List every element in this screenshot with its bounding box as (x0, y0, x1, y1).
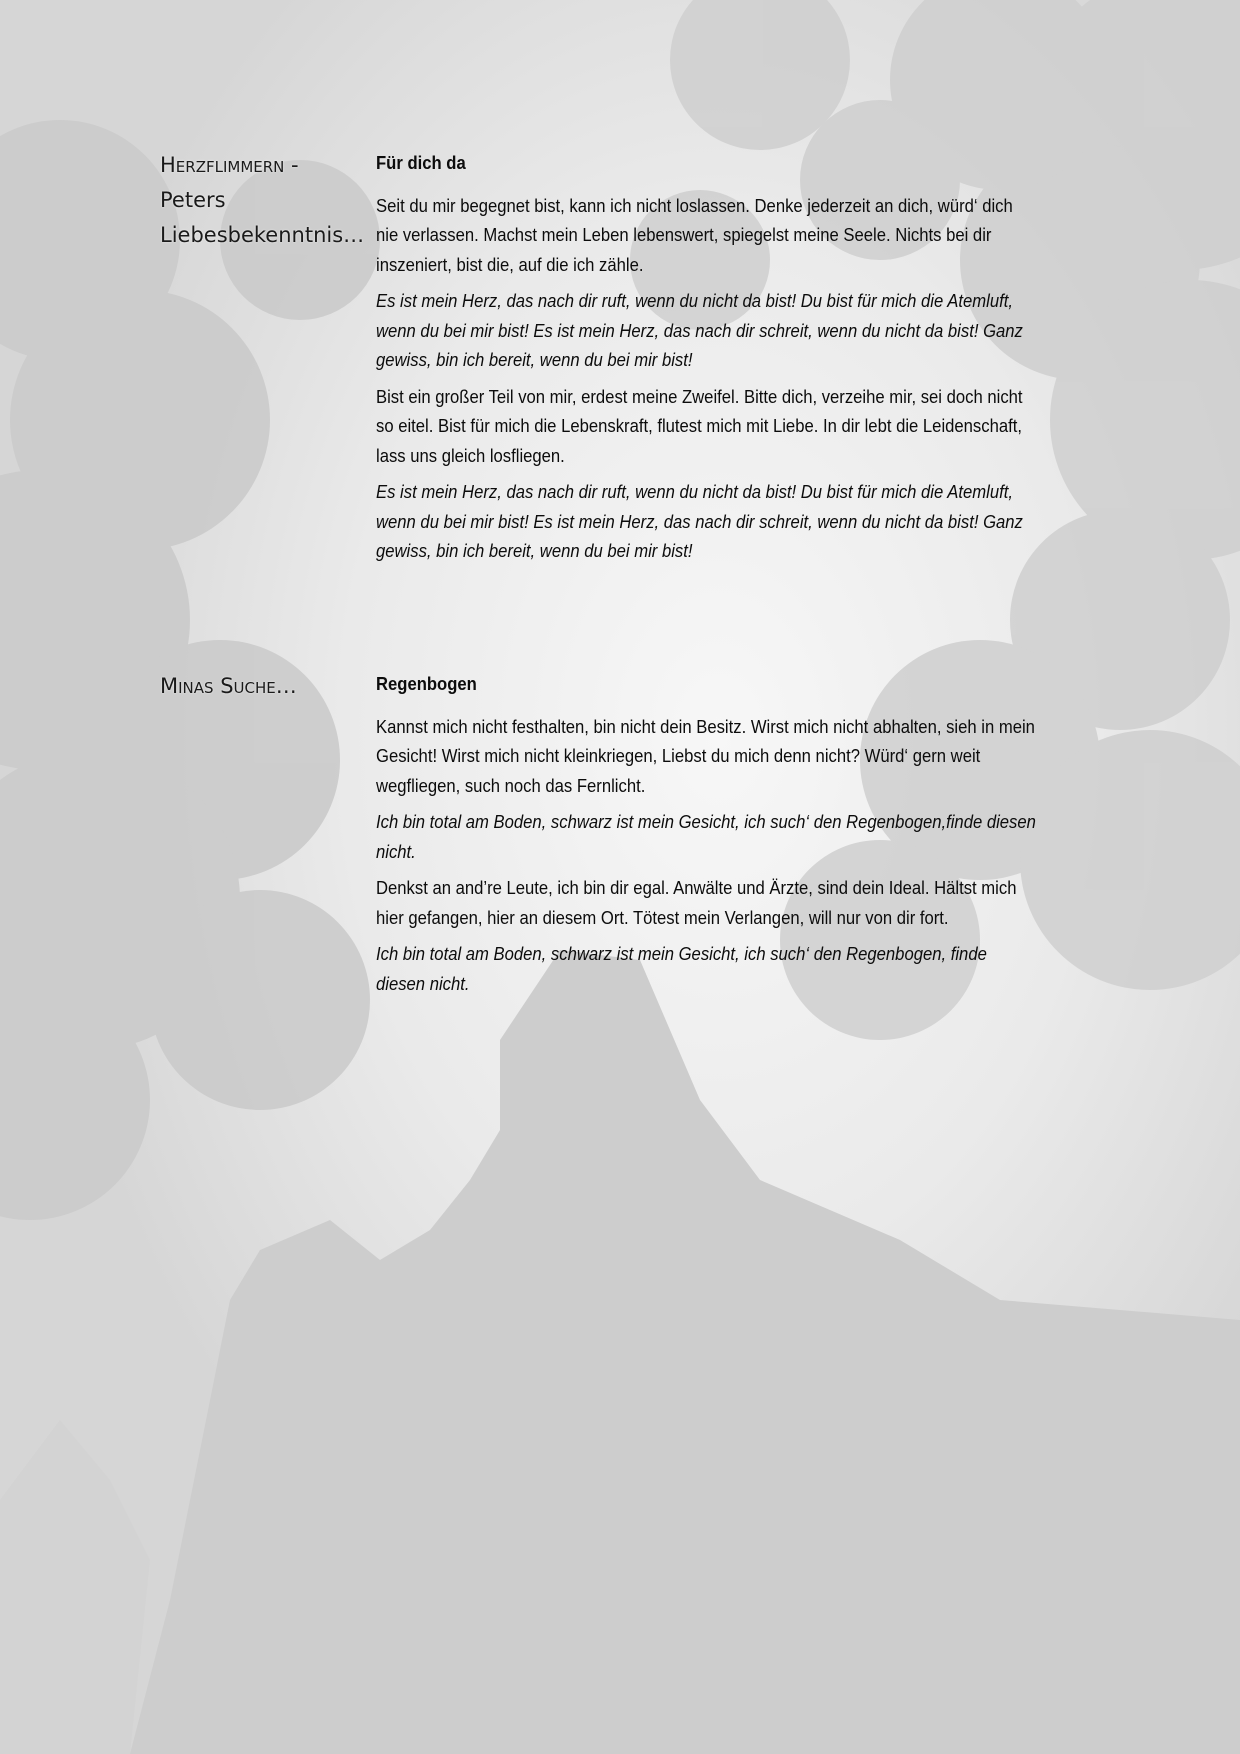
section-heading (160, 669, 360, 704)
verse-paragraph: Kannst mich nicht festhalten, bin nicht dein Besitz. Wirst mich nicht abhalten, sieh in mein Gesicht! Wirst mich nicht kleinkriegen, Liebst du mich denn nicht? Würd‘ gern weit wegfliegen, such noch das Fernlicht. (376, 715, 1035, 796)
song-lyrics (376, 669, 1039, 1005)
verse-paragraph: Seit du mir begegnet bist, kann ich nicht loslassen. Denke jederzeit an dich, würd‘ dich nie verlassen. Machst mein Leben lebenswert, spiegelst meine Seele. Nichts bei dir inszeniert, bist die, auf die ich zähle. (376, 194, 1013, 275)
section-heading-line: Liebesbekenntnis… (160, 223, 365, 247)
verse-paragraph: Bist ein großer Teil von mir, erdest meine Zweifel. Bitte dich, verzeihe mir, sei doch nicht so eitel. Bist für mich die Lebenskraft, flutest mich mit Liebe. In dir lebt die Leidenschaft, lass uns gleich losfliegen. (376, 385, 1023, 466)
song-title: Regenbogen (376, 673, 477, 694)
chorus-paragraph: Es ist mein Herz, das nach dir ruft, wenn du nicht da bist! Du bist für mich die Atemluft, wenn du bei mir bist! Es ist mein Herz, das nach dir schreit, wenn du nicht da bist! Ganz gewiss, bin ich bereit, wenn du bei mir bist! (376, 481, 1023, 561)
section-heading (160, 148, 365, 253)
chorus-paragraph: Ich bin total am Boden, schwarz ist mein Gesicht, ich such‘ den Regenbogen, finde diesen nicht. (376, 943, 987, 994)
chorus-paragraph: Es ist mein Herz, das nach dir ruft, wenn du nicht da bist! Du bist für mich die Atemluft, wenn du bei mir bist! Es ist mein Herz, das nach dir schreit, wenn du nicht da bist! Ganz gewiss, bin ich bereit, wenn du bei mir bist! (376, 290, 1023, 370)
section-heading-line: Minas Suche… (160, 674, 297, 698)
section-heading-line: Peters (160, 188, 226, 212)
verse-paragraph: Denkst an and’re Leute, ich bin dir egal. Anwälte und Ärzte, sind dein Ideal. Hältst mich hier gefangen, hier an diesem Ort. Tötest mein Verlangen, will nur von dir fort. (376, 877, 1017, 928)
song-lyrics (376, 148, 1039, 573)
section-heading-line: Herzflimmern - (160, 153, 299, 177)
song-title: Für dich da (376, 152, 466, 173)
chorus-paragraph: Ich bin total am Boden, schwarz ist mein Gesicht, ich such‘ den Regenbogen,finde diesen nicht. (376, 811, 1036, 862)
